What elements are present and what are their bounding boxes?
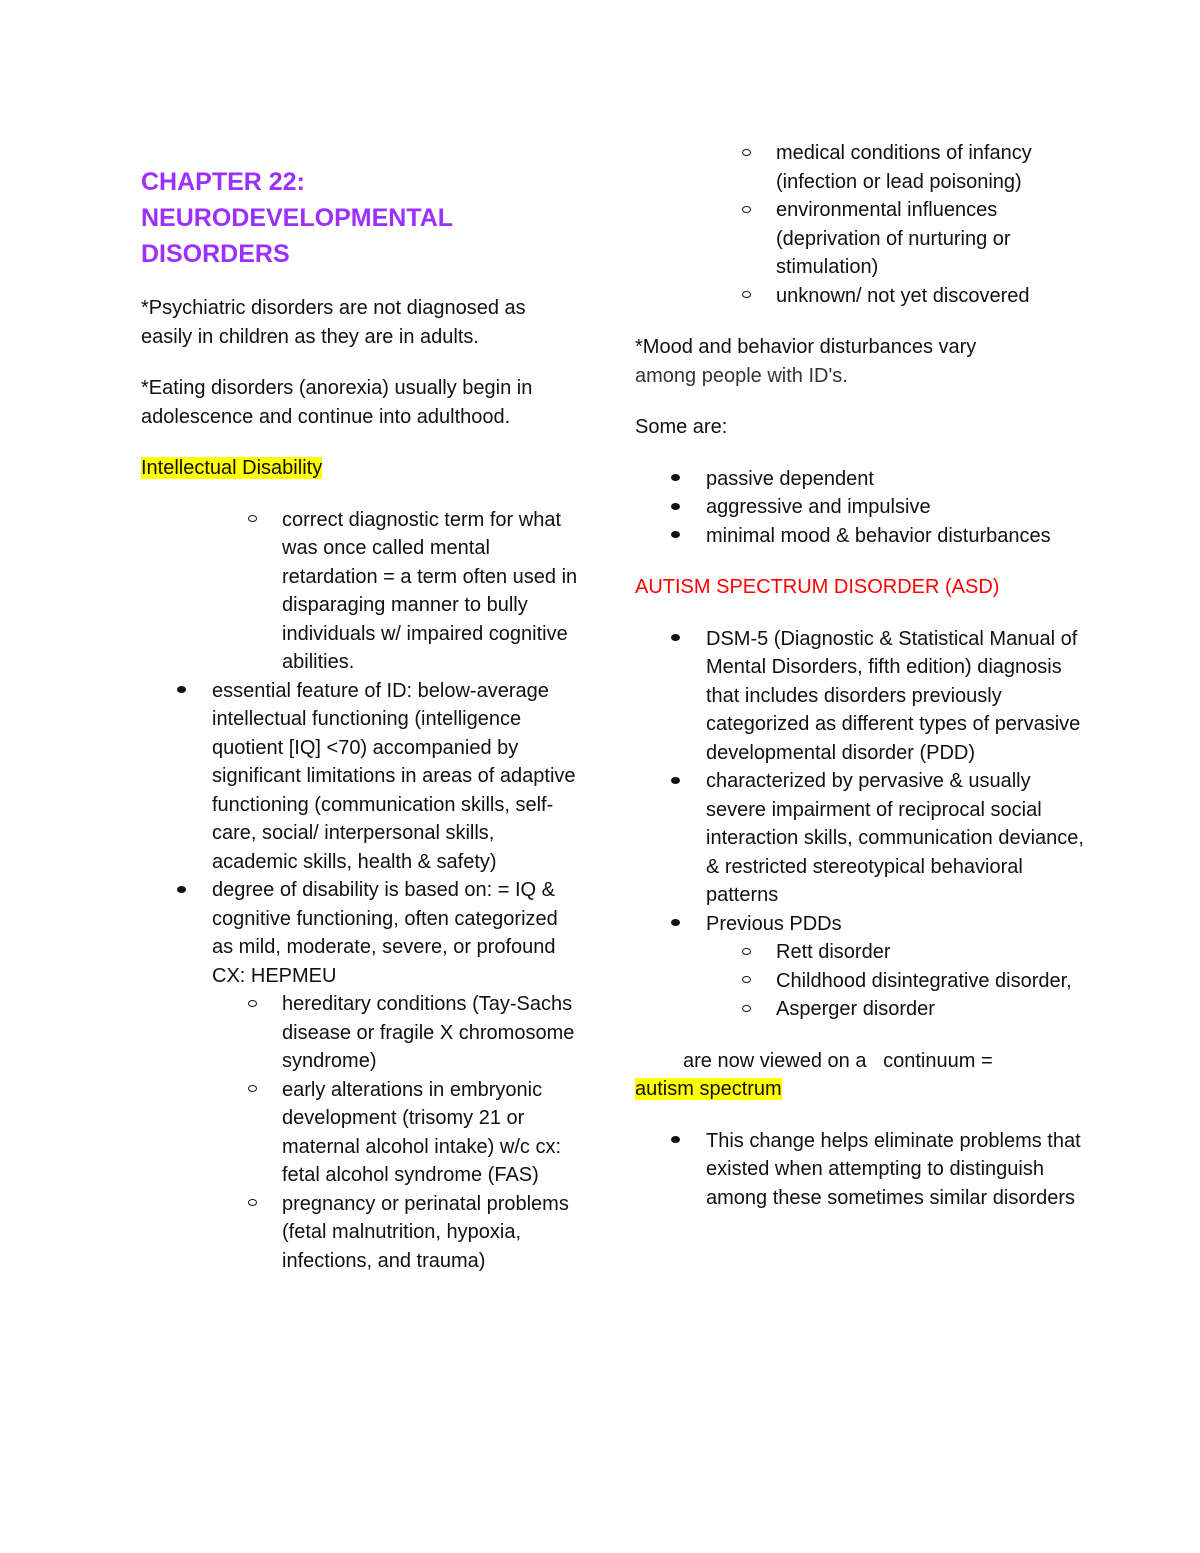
list-item-text: minimal mood & behavior disturbances xyxy=(706,524,1051,547)
list-item xyxy=(635,910,1085,939)
list-item-text: early alterations in embryonic development (trisomy 21 or maternal alcohol intake) w/c cx: fetal alcohol syndrome (FAS) xyxy=(282,1078,562,1186)
chapter-title xyxy=(141,164,581,272)
list-item xyxy=(635,1127,1085,1213)
disc-bullet-icon xyxy=(665,522,685,551)
circle-bullet-icon xyxy=(736,139,756,168)
list-item xyxy=(635,938,1085,967)
disc-bullet-icon xyxy=(665,493,685,522)
list-item xyxy=(635,967,1085,996)
chapter-title-line-2: NEURODEVELOPMENTAL xyxy=(141,204,454,232)
continuum-paragraph xyxy=(635,1047,1085,1104)
list-item-text: DSM-5 (Diagnostic & Statistical Manual of Mental Disorders, fifth edition) diagnosis that includes disorders previously categorized as different types of pervasive developmental disorder (PDD) xyxy=(706,627,1081,764)
circle-bullet-icon xyxy=(736,995,756,1024)
list-item xyxy=(141,1190,581,1276)
highlighted-heading: Intellectual Disability xyxy=(141,457,323,479)
circle-bullet-icon xyxy=(242,1190,262,1219)
circle-bullet-icon xyxy=(736,967,756,996)
list-item xyxy=(141,506,581,677)
list-item xyxy=(635,625,1085,768)
left-column xyxy=(141,164,581,1275)
list-item xyxy=(635,493,1085,522)
list-item xyxy=(141,677,581,877)
circle-bullet-icon xyxy=(736,196,756,225)
disc-bullet-icon xyxy=(665,1127,685,1156)
circle-bullet-icon xyxy=(736,938,756,967)
list-item-text: pregnancy or perinatal problems (fetal malnutrition, hypoxia, infections, and trauma) xyxy=(282,1192,569,1272)
final-list xyxy=(635,1127,1085,1213)
section-heading-intellectual-disability xyxy=(141,454,581,483)
disc-bullet-icon xyxy=(665,767,685,796)
list-item xyxy=(635,465,1085,494)
disc-bullet-icon xyxy=(171,677,191,706)
list-item-text: correct diagnostic term for what was once called mental retardation = a term often used in disparaging manner to bully individuals w/ impaired cognitive abilities. xyxy=(282,508,578,673)
list-item xyxy=(635,767,1085,910)
circle-bullet-icon xyxy=(242,1076,262,1105)
mood-line-2: among people with ID's. xyxy=(635,364,848,387)
autism-spectrum-highlight: autism spectrum xyxy=(635,1078,782,1100)
disc-bullet-icon xyxy=(665,625,685,654)
circle-bullet-icon xyxy=(242,506,262,535)
chapter-title-line-3: DISORDERS xyxy=(141,240,290,268)
list-item-text: Asperger disorder xyxy=(776,998,935,1020)
list-item-text: Rett disorder xyxy=(776,941,891,963)
disc-bullet-icon xyxy=(171,876,191,905)
disc-bullet-icon xyxy=(665,910,685,939)
disc-bullet-icon xyxy=(665,465,685,494)
circle-bullet-icon xyxy=(736,282,756,311)
list-item-text: characterized by pervasive & usually severe impairment of reciprocal social interaction skills, communication deviance, & restricted stereotypical behavioral patterns xyxy=(706,770,1084,906)
list-item-text: Previous PDDs xyxy=(706,912,842,935)
list-item xyxy=(141,990,581,1076)
intro-paragraph-1: *Psychiatric disorders are not diagnosed as easily in children as they are in adults. xyxy=(141,297,526,348)
list-item-text: Childhood disintegrative disorder, xyxy=(776,969,1072,992)
behavior-types-list xyxy=(635,465,1085,551)
list-item xyxy=(141,1076,581,1190)
asd-list xyxy=(635,625,1085,1024)
chapter-title-line-1: CHAPTER 22: xyxy=(141,168,305,196)
id-list xyxy=(141,506,581,1276)
causes-continued-list xyxy=(635,139,1085,310)
list-item-text: This change helps eliminate problems that existed when attempting to distinguish among these sometimes similar disorders xyxy=(706,1129,1081,1209)
mood-paragraph xyxy=(635,333,1085,390)
list-item-text: aggressive and impulsive xyxy=(706,496,931,518)
asd-heading: AUTISM SPECTRUM DISORDER (ASD) xyxy=(635,576,1000,598)
list-item xyxy=(635,522,1085,551)
list-item xyxy=(141,876,581,990)
mood-line-1: *Mood and behavior disturbances vary xyxy=(635,336,977,358)
circle-bullet-icon xyxy=(242,990,262,1019)
intro-paragraph-2: *Eating disorders (anorexia) usually begin in adolescence and continue into adulthood. xyxy=(141,377,533,428)
list-item-text: passive dependent xyxy=(706,467,874,490)
list-item-text: medical conditions of infancy (infection or lead poisoning) xyxy=(776,142,1032,193)
list-item-text: degree of disability is based on: = IQ & cognitive functioning, often categorized as mild, moderate, severe, or profound CX: HEPMEU xyxy=(212,879,558,987)
list-item xyxy=(635,139,1085,196)
continuum-text: are now viewed on a continuum = xyxy=(683,1049,993,1072)
list-item-text: unknown/ not yet discovered xyxy=(776,284,1030,307)
list-item-text: essential feature of ID: below-average intellectual functioning (intelligence quotient [IQ] <70) accompanied by significant limitations in areas of adaptive functioning (communication skills, self-care, social/ interpersonal skills, academic skills, health & safety) xyxy=(212,679,576,873)
list-item xyxy=(635,995,1085,1024)
list-item-text: hereditary conditions (Tay-Sachs disease or fragile X chromosome syndrome) xyxy=(282,993,575,1072)
list-item xyxy=(635,196,1085,282)
some-are-label: Some are: xyxy=(635,416,728,438)
list-item xyxy=(635,282,1085,311)
list-item-text: environmental influences (deprivation of nurturing or stimulation) xyxy=(776,199,1011,278)
right-column xyxy=(635,139,1085,1212)
